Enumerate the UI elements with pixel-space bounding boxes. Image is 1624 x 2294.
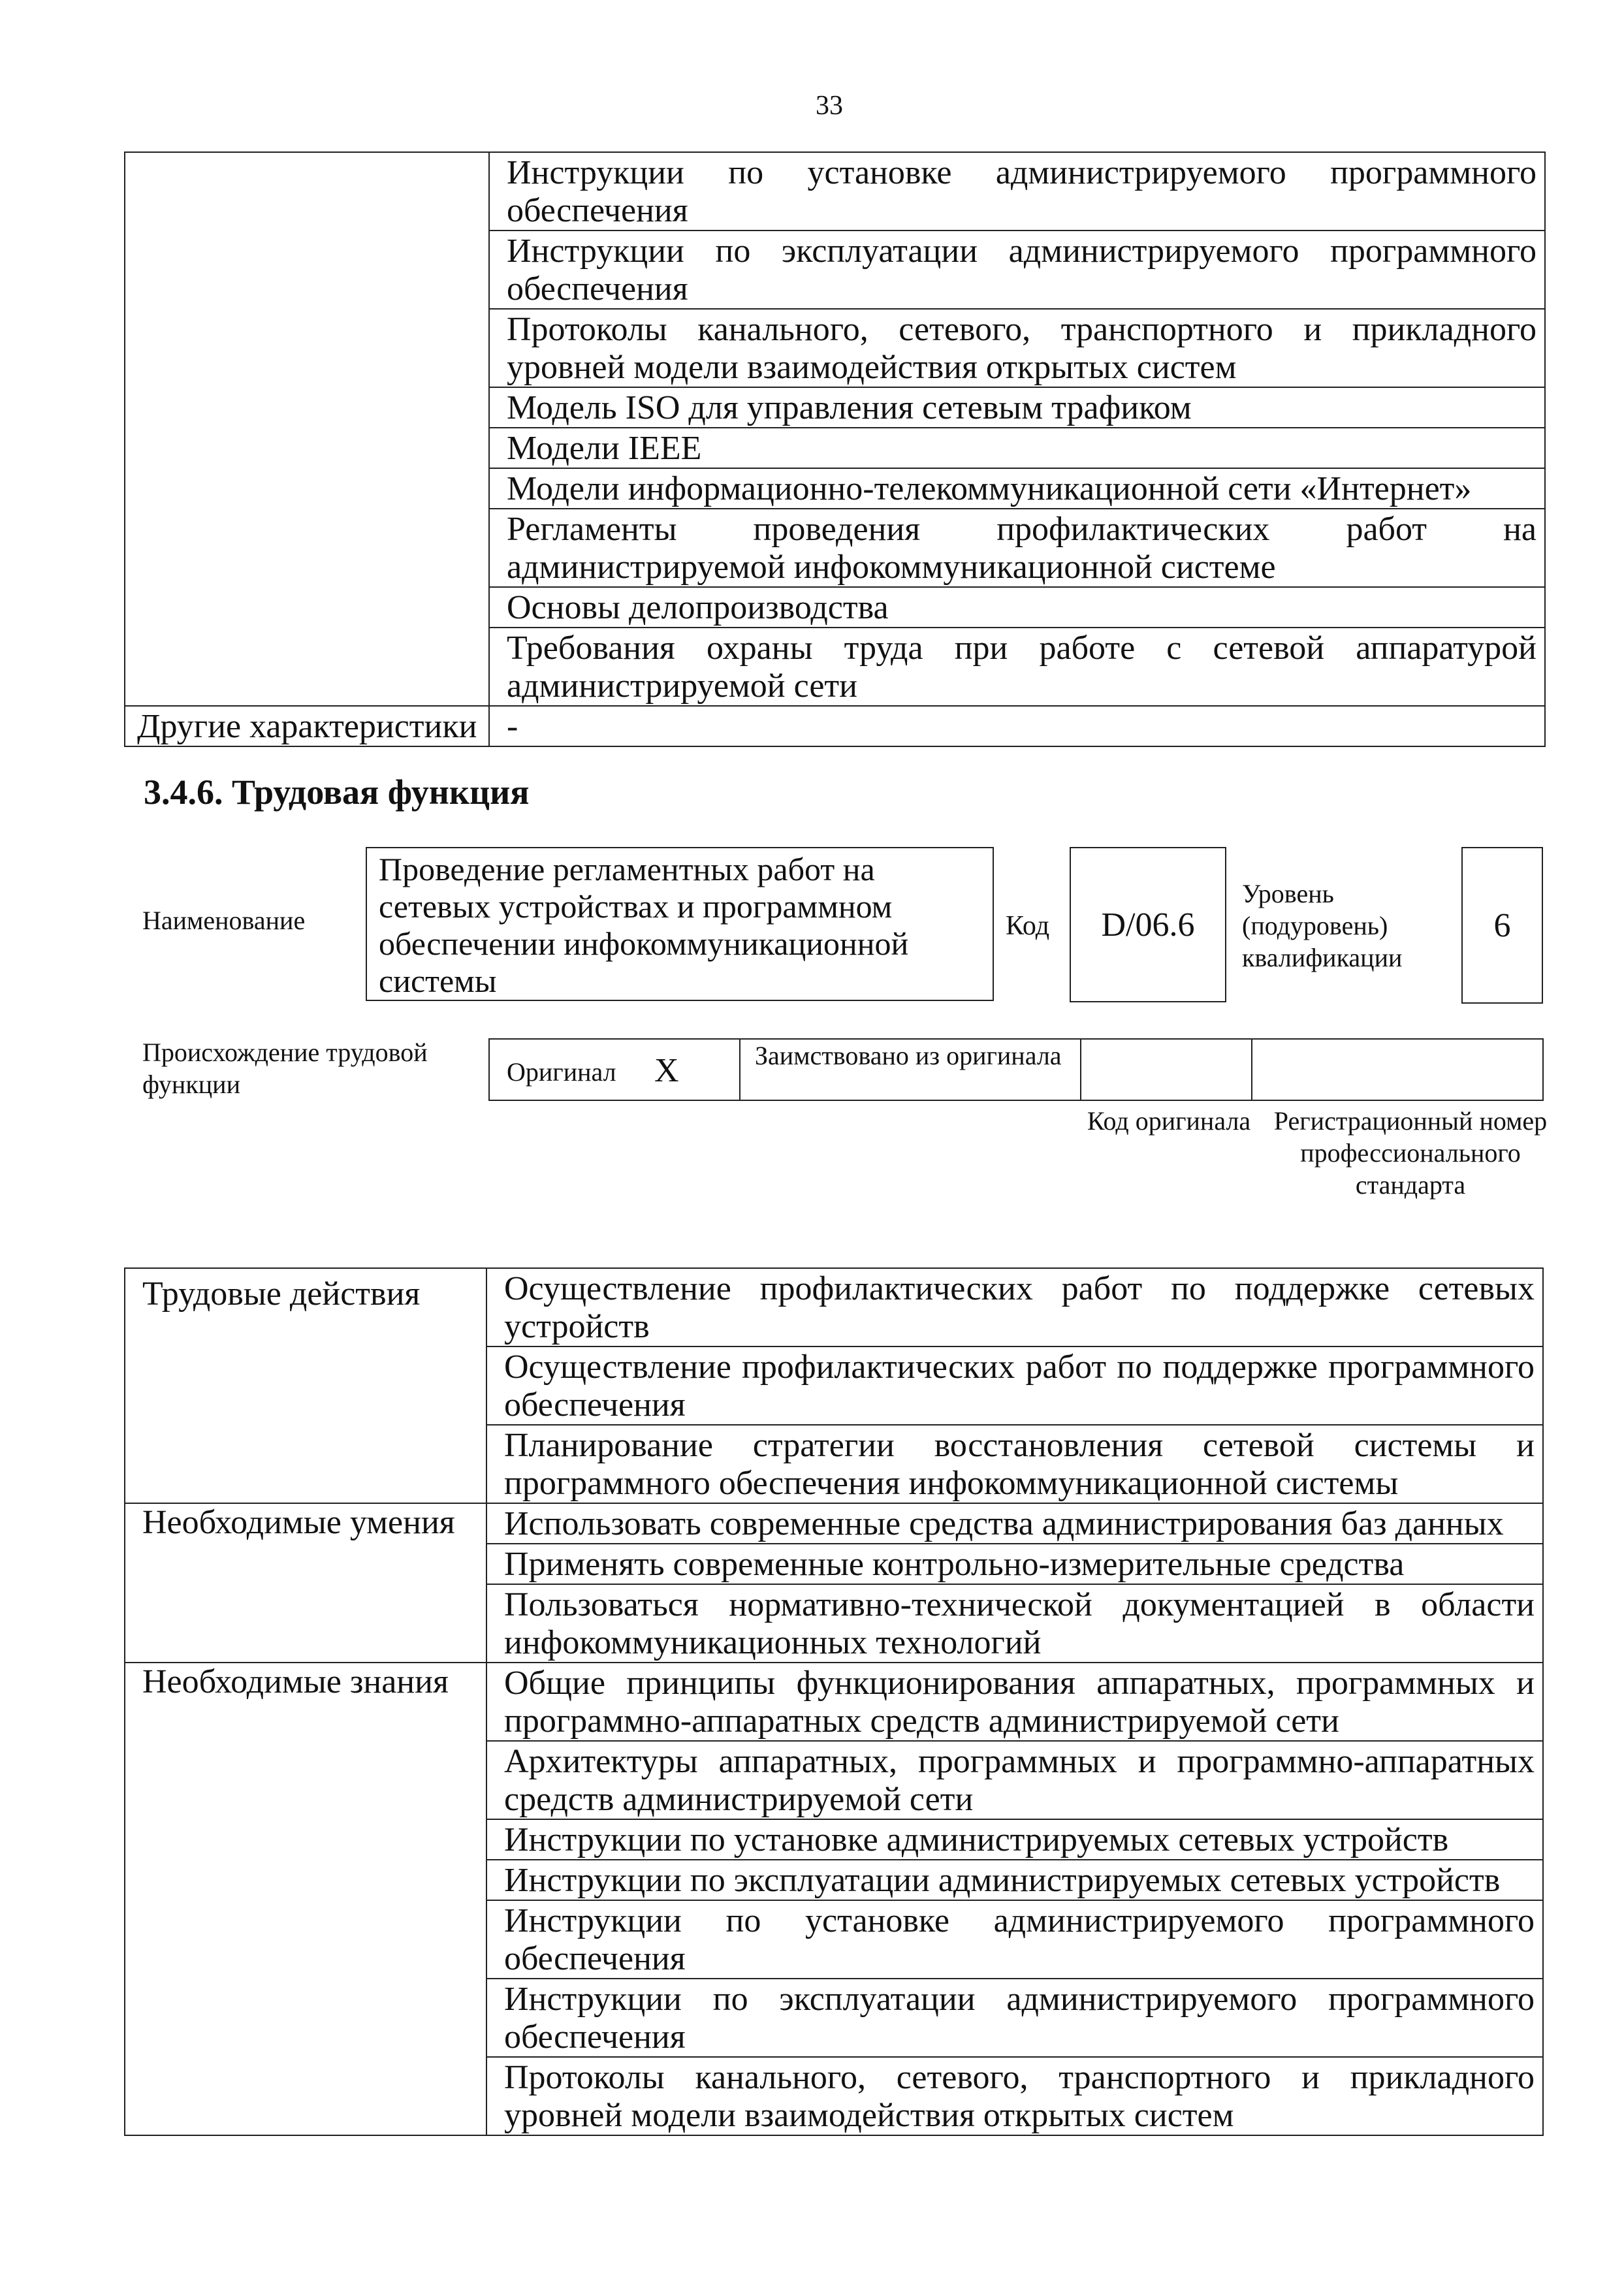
actions-label-cell: Трудовые действия — [125, 1268, 486, 1503]
original-label: Оригинал — [507, 1057, 616, 1087]
knowledge-label-cell: Необходимые знания — [125, 1663, 486, 2135]
knowledge-item: Основы делопроизводства — [489, 587, 1545, 628]
knowledge-item: Инструкции по установке администрируемого программного обеспечения — [489, 152, 1545, 231]
function-name-box: Проведение регламентных работ на сетевых устройствах и программном обеспечении инфокоммуникационной системы — [366, 847, 994, 1001]
skill-item: Применять современные контрольно-измерительные средства — [486, 1544, 1543, 1584]
origin-table — [488, 1038, 1544, 1101]
qualification-level-box: 6 — [1461, 847, 1543, 1004]
knowledge-item: Протоколы канального, сетевого, транспортного и прикладного уровней модели взаимодействия открытых систем — [486, 2057, 1543, 2135]
knowledge-item: Требования охраны труда при работе с сетевой аппаратурой администрируемой сети — [489, 628, 1545, 706]
original-code-cell — [1081, 1039, 1252, 1100]
knowledge-item: Модели информационно-телекоммуникационной сети «Интернет» — [489, 468, 1545, 509]
page-number: 33 — [816, 91, 843, 121]
original-cell — [489, 1039, 740, 1100]
borrowed-cell: Заимствовано из оригинала — [740, 1039, 1081, 1100]
knowledge-item: Инструкции по эксплуатации администрируемого программного обеспечения — [486, 1979, 1543, 2057]
knowledge-item: Архитектуры аппаратных, программных и программно-аппаратных средств администрируемой сети — [486, 1741, 1543, 1819]
origin-label: Происхождение трудовой функции — [142, 1038, 428, 1099]
section-title: 3.4.6. Трудовая функция — [144, 773, 530, 812]
skills-label-cell: Необходимые умения — [125, 1503, 486, 1663]
code-label: Код — [1006, 911, 1050, 941]
knowledge-item: Модель ISO для управления сетевым трафиком — [489, 387, 1545, 428]
name-label: Наименование — [142, 906, 306, 935]
reg-number-cell — [1252, 1039, 1543, 1100]
function-code-box: D/06.6 — [1070, 847, 1226, 1002]
knowledge-item: Общие принципы функционирования аппаратных, программных и программно-аппаратных средств администрируемой сети — [486, 1663, 1543, 1741]
knowledge-item: Протоколы канального, сетевого, транспортного и прикладного уровней модели взаимодействия открытых систем — [489, 309, 1545, 387]
original-mark: X — [654, 1052, 679, 1089]
action-item: Осуществление профилактических работ по поддержке сетевых устройств — [486, 1268, 1543, 1346]
other-characteristics-label: Другие характеристики — [125, 706, 489, 746]
reg-number-caption: Регистрационный номер профессионального стандарта — [1273, 1106, 1548, 1200]
knowledge-label-cell — [125, 152, 489, 706]
knowledge-table-continued — [124, 151, 1546, 747]
code-original-caption: Код оригинала — [1087, 1106, 1251, 1136]
labour-function-table — [124, 1267, 1544, 2136]
knowledge-item: Инструкции по установке администрируемого программного обеспечения — [486, 1900, 1543, 1979]
knowledge-item: Инструкции по установке администрируемых сетевых устройств — [486, 1819, 1543, 1860]
skill-item: Пользоваться нормативно-технической документацией в области инфокоммуникационных технологий — [486, 1584, 1543, 1663]
knowledge-item: Модели IEEE — [489, 428, 1545, 468]
knowledge-item: Регламенты проведения профилактических работ на администрируемой инфокоммуникационной системе — [489, 509, 1545, 587]
knowledge-item: Инструкции по эксплуатации администрируемого программного обеспечения — [489, 231, 1545, 309]
action-item: Осуществление профилактических работ по поддержке программного обеспечения — [486, 1346, 1543, 1425]
action-item: Планирование стратегии восстановления сетевой системы и программного обеспечения инфокоммуникационной системы — [486, 1425, 1543, 1503]
qualification-level-label: Уровень (подуровень) квалификации — [1242, 879, 1403, 972]
skill-item: Использовать современные средства администрирования баз данных — [486, 1503, 1543, 1544]
other-characteristics-value: - — [489, 706, 1545, 746]
knowledge-item: Инструкции по эксплуатации администрируемых сетевых устройств — [486, 1860, 1543, 1900]
